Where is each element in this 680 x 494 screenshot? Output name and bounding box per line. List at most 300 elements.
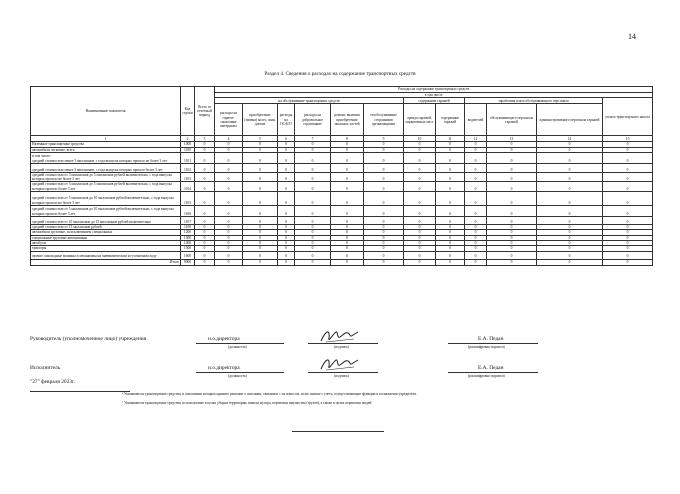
cell-value: 0 [537, 246, 603, 251]
row-code: 1104 [181, 182, 195, 192]
footnote-2: ² Указываются транспортные средства, используемые в целях уборки территории, вывоза мусора, перевозки имущества (грузов), а также в целях перевозки людей. [122, 401, 373, 405]
cell-value: 0 [436, 235, 465, 240]
cell-value: 0 [487, 240, 537, 245]
cell-value: 0 [278, 230, 295, 235]
cell-value: 0 [278, 147, 295, 152]
cell-value: 0 [215, 246, 243, 251]
cell-value: 0 [465, 147, 487, 152]
cell-value: 0 [603, 217, 653, 225]
cell-value: 0 [465, 240, 487, 245]
cell-value: 0 [537, 152, 603, 163]
cell-value: 0 [295, 163, 331, 172]
cell-value: 0 [278, 163, 295, 172]
cell-value: 0 [215, 230, 243, 235]
cell-value: 0 [465, 251, 487, 259]
cell-value: 0 [436, 172, 465, 182]
caption-signature: (подпись) [334, 345, 349, 349]
row-name-text: прочие самоходные машины и механизмы на пневматическом и гусеничном ходу [32, 254, 157, 259]
column-number: 13 [487, 136, 537, 142]
cell-value: 0 [404, 259, 436, 265]
sub-header: расходы на добровольное страхование [295, 104, 331, 136]
row-code: 1600 [181, 251, 195, 259]
performer-name: Е.А. Педан [478, 365, 504, 371]
row-code: 1105 [181, 192, 195, 206]
row-name [31, 163, 181, 172]
row-code: 1103 [181, 172, 195, 182]
cell-value: 0 [364, 172, 404, 182]
cell-value: 0 [487, 230, 537, 235]
cell-value: 0 [243, 240, 278, 245]
sub-header: техобслуживание сторонними организациями [364, 104, 404, 136]
cell-value: 0 [465, 182, 487, 192]
cell-value: 0 [243, 163, 278, 172]
cell-value: 0 [243, 225, 278, 230]
table-row [31, 206, 653, 217]
cell-value: 0 [243, 142, 278, 147]
cell-value: 0 [295, 259, 331, 265]
row-name [31, 251, 181, 259]
cell-value: 0 [436, 251, 465, 259]
cell-value: 0 [364, 163, 404, 172]
cell-value: 0 [195, 246, 215, 251]
cell-value: 0 [215, 251, 243, 259]
cell-value: 0 [603, 192, 653, 206]
column-number: 9 [364, 136, 404, 142]
row-name-text: средней стоимостью от 3 миллионов до 5 миллионов рублей включительно, с года выпуска которых прошло более 3 лет [32, 182, 172, 191]
column-number: 14 [537, 136, 603, 142]
head-name-line [448, 343, 538, 344]
cell-value: 0 [603, 235, 653, 240]
cell-value: 0 [215, 235, 243, 240]
cell-value: 0 [215, 182, 243, 192]
cell-value: 0 [603, 240, 653, 245]
total-row [31, 259, 653, 265]
cell-value: 0 [364, 206, 404, 217]
cell-value: 0 [331, 147, 364, 152]
cell-value: 0 [603, 230, 653, 235]
bottom-rule [292, 431, 384, 432]
expenses-table [30, 86, 653, 266]
caption-name: (расшифровка подписи) [468, 374, 505, 378]
cell-value: 0 [364, 182, 404, 192]
sub-header: водителей [465, 104, 487, 136]
cell-value: 0 [243, 172, 278, 182]
incl-label: в том числе: [32, 154, 51, 159]
cell-value: 0 [295, 142, 331, 147]
cell-value: 0 [537, 172, 603, 182]
row-name [31, 172, 181, 182]
cell-value: 0 [295, 172, 331, 182]
cell-value: 0 [436, 142, 465, 147]
cell-value: 0 [487, 182, 537, 192]
cell-value: 0 [195, 235, 215, 240]
cell-value: 0 [331, 230, 364, 235]
cell-value: 0 [404, 235, 436, 240]
cell-value: 0 [364, 240, 404, 245]
cell-value: 0 [465, 246, 487, 251]
cell-value: 0 [465, 192, 487, 206]
row-name [31, 182, 181, 192]
cell-value: 0 [537, 225, 603, 230]
cell-value: 0 [404, 206, 436, 217]
salary-header: заработная плата обслуживающего персонала [465, 98, 603, 104]
cell-value: 0 [404, 172, 436, 182]
cell-value: 0 [215, 206, 243, 217]
row-code: 1107 [181, 217, 195, 225]
cell-value: 0 [404, 251, 436, 259]
cell-value: 0 [331, 172, 364, 182]
caption-position: (должность) [228, 374, 247, 378]
row-name-text: средней стоимостью от 3 миллионов до 5 миллионов рублей включительно, с года выпуска которых прошло не более 3 лет [32, 172, 172, 182]
cell-value: 0 [278, 152, 295, 163]
section-title: Раздел 4. Сведения о расходах на содержание транспортных средств [264, 71, 416, 77]
cell-value: 0 [295, 192, 331, 206]
cell-value: 0 [331, 182, 364, 192]
cell-value: 0 [295, 240, 331, 245]
cell-value: 0 [436, 225, 465, 230]
cell-value: 0 [278, 240, 295, 245]
cell-value: 0 [537, 142, 603, 147]
column-number: 12 [465, 136, 487, 142]
cell-value: 0 [436, 163, 465, 172]
table-row [31, 163, 653, 172]
cell-value: 0 [404, 246, 436, 251]
col-code-header: Код строки [181, 87, 195, 136]
cell-value: 0 [537, 182, 603, 192]
cell-value: 0 [278, 142, 295, 147]
head-name: Е.А. Педан [478, 336, 504, 342]
row-name-text: средней стоимостью менее 3 миллионов, с года выпуска которых прошло более 3 лет [32, 167, 163, 172]
cell-value: 0 [295, 235, 331, 240]
col-name-header: Наименование показателя [31, 87, 181, 136]
service-header: на обслуживание транспортных средств [215, 98, 404, 104]
cell-value: 0 [243, 246, 278, 251]
caption-signature: (подпись) [334, 374, 349, 378]
cell-value: 0 [331, 163, 364, 172]
cell-value: 0 [195, 225, 215, 230]
cell-value: 0 [243, 217, 278, 225]
cell-value: 0 [215, 152, 243, 163]
cell-value: 0 [537, 230, 603, 235]
cell-value: 0 [278, 192, 295, 206]
cell-value: 0 [603, 152, 653, 163]
caption-name: (расшифровка подписи) [468, 345, 505, 349]
cell-value: 0 [195, 230, 215, 235]
cell-value: 0 [364, 152, 404, 163]
row-code: 1102 [181, 163, 195, 172]
row-code: 1100 [181, 147, 195, 152]
cell-value: 0 [436, 259, 465, 265]
cell-value: 0 [603, 147, 653, 152]
cell-value: 0 [537, 206, 603, 217]
table-row [31, 182, 653, 192]
cell-value: 0 [487, 225, 537, 230]
cell-value: 0 [404, 182, 436, 192]
caption-position: (должность) [228, 345, 247, 349]
cell-value: 0 [404, 142, 436, 147]
cell-value: 0 [331, 246, 364, 251]
cell-value: 0 [215, 225, 243, 230]
cell-value: 0 [603, 251, 653, 259]
cell-value: 0 [331, 142, 364, 147]
cell-value: 0 [295, 147, 331, 152]
cell-value: 0 [487, 172, 537, 182]
cell-value: 0 [487, 163, 537, 172]
column-number: 7 [295, 136, 331, 142]
cell-value: 0 [278, 259, 295, 265]
cell-value: 0 [487, 142, 537, 147]
column-number: 5 [243, 136, 278, 142]
table-row [31, 152, 653, 163]
table-row [31, 192, 653, 206]
row-code: 1101 [181, 152, 195, 163]
cell-value: 0 [603, 163, 653, 172]
cell-value: 0 [331, 206, 364, 217]
performer-signature-line [308, 372, 378, 373]
cell-value: 0 [295, 230, 331, 235]
cell-value: 0 [295, 206, 331, 217]
sub-header: приобретение (замена) колес, шин, дисков [243, 104, 278, 136]
row-code: 1108 [181, 225, 195, 230]
cell-value: 0 [215, 192, 243, 206]
cell-value: 0 [436, 230, 465, 235]
column-number: 10 [404, 136, 436, 142]
col-total-header: Всего за отчетный период [195, 87, 215, 136]
cell-value: 0 [436, 246, 465, 251]
cell-value: 0 [537, 240, 603, 245]
cell-value: 0 [215, 172, 243, 182]
cell-value: 0 [195, 240, 215, 245]
cell-value: 0 [436, 206, 465, 217]
cell-value: 0 [278, 206, 295, 217]
column-number: 3 [195, 136, 215, 142]
cell-value: 0 [465, 225, 487, 230]
cell-value: 0 [195, 147, 215, 152]
row-code: 1200 [181, 230, 195, 235]
cell-value: 0 [364, 192, 404, 206]
row-name-text: средней стоимостью от 10 миллионов до 15 миллионов рублей включительно [32, 219, 152, 224]
cell-value: 0 [364, 235, 404, 240]
cell-value: 0 [215, 217, 243, 225]
sub-header: расходы на ОСАГО [278, 104, 295, 136]
cell-value: 0 [537, 163, 603, 172]
cell-value: 0 [436, 240, 465, 245]
cell-value: 0 [295, 225, 331, 230]
table-row [31, 251, 653, 259]
sub-header: уплата транспортного налога [603, 98, 653, 136]
row-code: 1300 [181, 235, 195, 240]
cell-value: 0 [295, 251, 331, 259]
cell-value: 0 [278, 246, 295, 251]
row-name-text: специальные грузовые автомашины [32, 235, 87, 240]
cell-value: 0 [487, 235, 537, 240]
cell-value: 0 [215, 142, 243, 147]
cell-value: 0 [603, 172, 653, 182]
cell-value: 0 [465, 142, 487, 147]
row-name-text: автомобили легковые, всего [32, 147, 75, 152]
cell-value: 0 [278, 225, 295, 230]
cell-value: 0 [195, 172, 215, 182]
cell-value: 0 [537, 259, 603, 265]
sub-header: содержание гаражей [436, 104, 465, 136]
cell-value: 0 [465, 235, 487, 240]
performer-position: и.о.директора [208, 365, 240, 371]
signature-performer [318, 354, 360, 374]
performer-name-line [448, 372, 538, 373]
performer-position-line [196, 372, 284, 373]
row-code: 1400 [181, 240, 195, 245]
cell-value: 0 [436, 147, 465, 152]
cell-value: 0 [436, 192, 465, 206]
row-name [31, 206, 181, 217]
cell-value: 0 [465, 259, 487, 265]
cell-value: 0 [243, 192, 278, 206]
cell-value: 0 [487, 192, 537, 206]
cell-value: 0 [331, 152, 364, 163]
total-code: 9000 [181, 259, 195, 265]
sub-header: административного персонала гаражей [537, 104, 603, 136]
cell-value: 0 [243, 152, 278, 163]
cell-value: 0 [436, 217, 465, 225]
cell-value: 0 [331, 217, 364, 225]
head-position: и.о.директора [208, 336, 240, 342]
row-code: 1106 [181, 206, 195, 217]
cell-value: 0 [404, 230, 436, 235]
cell-value: 0 [278, 217, 295, 225]
page-number: 14 [628, 32, 636, 41]
cell-value: 0 [331, 240, 364, 245]
cell-value: 0 [364, 142, 404, 147]
cell-value: 0 [331, 192, 364, 206]
column-number: 15 [603, 136, 653, 142]
cell-value: 0 [331, 259, 364, 265]
cell-value: 0 [603, 142, 653, 147]
cell-value: 0 [465, 172, 487, 182]
cell-value: 0 [364, 147, 404, 152]
cell-value: 0 [465, 230, 487, 235]
head-signature-line [308, 343, 378, 344]
cell-value: 0 [404, 163, 436, 172]
cell-value: 0 [404, 152, 436, 163]
cell-value: 0 [436, 152, 465, 163]
cell-value: 0 [537, 147, 603, 152]
cell-value: 0 [215, 240, 243, 245]
cell-value: 0 [331, 225, 364, 230]
cell-value: 0 [195, 182, 215, 192]
cell-value: 0 [243, 251, 278, 259]
cell-value: 0 [278, 235, 295, 240]
cell-value: 0 [243, 147, 278, 152]
group-header: Расходы на содержание транспортных средств [215, 87, 653, 93]
cell-value: 0 [404, 192, 436, 206]
cell-value: 0 [295, 217, 331, 225]
table-row [31, 217, 653, 225]
cell-value: 0 [603, 259, 653, 265]
total-label: Итого [31, 259, 181, 265]
cell-value: 0 [603, 206, 653, 217]
row-name [31, 192, 181, 206]
cell-value: 0 [243, 230, 278, 235]
column-number: 2 [181, 136, 195, 142]
cell-value: 0 [487, 206, 537, 217]
cell-value: 0 [537, 235, 603, 240]
column-number: 6 [278, 136, 295, 142]
footnote-1: ¹ Указываются транспортные средства, в отношении которых принято решение о списании, связанное с их износом, но не снятые с учета, осуществляющие функции и полномочия учредителя. [122, 392, 417, 396]
report-date: "27" февраля 2023г. [30, 379, 75, 385]
cell-value: 0 [295, 246, 331, 251]
cell-value: 0 [295, 182, 331, 192]
cell-value: 0 [331, 251, 364, 259]
cell-value: 0 [404, 147, 436, 152]
row-name [31, 152, 181, 163]
sub-header: обслуживающего персонала гаражей [487, 104, 537, 136]
garage-header: содержание гаражей [404, 98, 465, 104]
cell-value: 0 [278, 182, 295, 192]
cell-value: 0 [195, 206, 215, 217]
cell-value: 0 [295, 152, 331, 163]
row-name-text: автомобили грузовые, за исключением специальных [32, 230, 113, 235]
cell-value: 0 [487, 259, 537, 265]
cell-value: 0 [364, 230, 404, 235]
cell-value: 0 [243, 182, 278, 192]
cell-value: 0 [465, 217, 487, 225]
row-name-text: средней стоимостью от 5 миллионов до 10 миллионов рублей включительно, с года выпуска которых прошло более 3 лет [32, 207, 174, 216]
cell-value: 0 [195, 259, 215, 265]
cell-value: 0 [364, 246, 404, 251]
cell-value: 0 [603, 246, 653, 251]
cell-value: 0 [215, 259, 243, 265]
cell-value: 0 [436, 182, 465, 192]
cell-value: 0 [465, 163, 487, 172]
cell-value: 0 [278, 172, 295, 182]
row-name-text: Наземные транспортные средства [32, 142, 84, 147]
cell-value: 0 [603, 225, 653, 230]
cell-value: 0 [364, 251, 404, 259]
cell-value: 0 [364, 259, 404, 265]
cell-value: 0 [195, 192, 215, 206]
sub-header: аренда гаражей, парковочных мест [404, 104, 436, 136]
cell-value: 0 [364, 225, 404, 230]
cell-value: 0 [243, 259, 278, 265]
row-name [31, 217, 181, 225]
row-name-text: средней стоимостью менее 3 миллионов, с года выпуска которых прошло не более 3 лет [32, 158, 168, 163]
cell-value: 0 [195, 152, 215, 163]
row-code: 1500 [181, 246, 195, 251]
row-code: 1000 [181, 142, 195, 147]
cell-value: 0 [465, 152, 487, 163]
head-label: Руководитель (уполномоченное лицо) учреждения [30, 336, 147, 342]
cell-value: 0 [195, 217, 215, 225]
row-name-text: средней стоимостью от 15 миллионов рублей [32, 225, 102, 230]
cell-value: 0 [465, 206, 487, 217]
sub-header: ремонт, включая приобретение запасных частей [331, 104, 364, 136]
column-number: 1 [31, 136, 181, 142]
footnote-divider [30, 391, 130, 392]
cell-value: 0 [603, 182, 653, 192]
cell-value: 0 [215, 147, 243, 152]
column-number: 4 [215, 136, 243, 142]
cell-value: 0 [404, 240, 436, 245]
row-name-text: средней стоимостью от 5 миллионов до 10 миллионов рублей включительно, с года выпуска которых прошло не более 3 лет [32, 196, 174, 205]
table-row [31, 172, 653, 182]
cell-value: 0 [243, 206, 278, 217]
row-name-text: автобусы [32, 240, 47, 245]
sub-header: расходы на горюче-смазочные материалы [215, 104, 243, 136]
cell-value: 0 [487, 217, 537, 225]
performer-label: Исполнитель [30, 365, 61, 371]
incl-header: в том числе [215, 93, 653, 98]
cell-value: 0 [278, 251, 295, 259]
